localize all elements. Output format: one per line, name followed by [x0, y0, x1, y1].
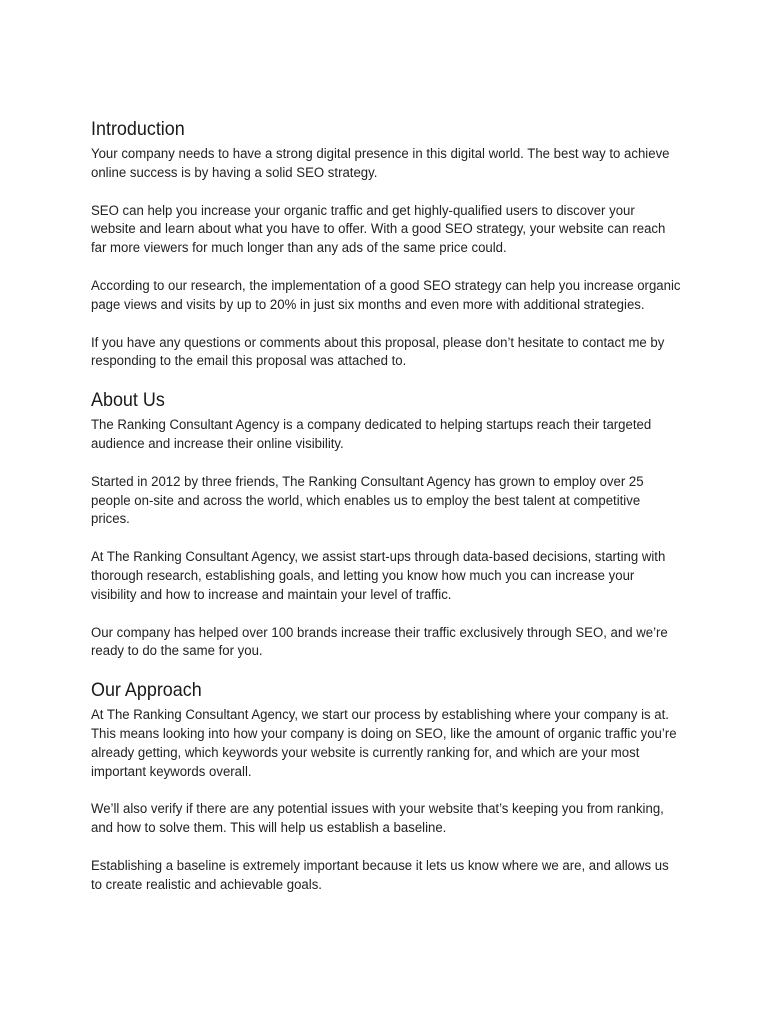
- paragraph: Your company needs to have a strong digital presence in this digital world. The best way to achieve online success is by having a solid SEO strategy.: [91, 146, 670, 180]
- paragraph: We’ll also verify if there are any potential issues with your website that’s keeping you from ranking, and how to solve them. This will help us establish a baseline.: [91, 801, 664, 836]
- paragraph: Establishing a baseline is extremely important because it lets us know where we are, and allows us to create realistic and achievable goals.: [91, 857, 669, 892]
- paragraph: If you have any questions or comments about this proposal, please don’t hesitate to contact me by responding to the email this proposal was attached to.: [91, 334, 665, 369]
- paragraph: The Ranking Consultant Agency is a company dedicated to helping startups reach their targeted audience and increase their online visibility.: [91, 417, 652, 451]
- paragraph: Started in 2012 by three friends, The Ranking Consultant Agency has grown to employ over 25 people on-site and across the world, which enables us to employ the best talent at competitive prices.: [91, 473, 644, 527]
- section-heading: Introduction: [91, 118, 185, 140]
- section-heading: Our Approach: [91, 679, 202, 702]
- section-introduction: [91, 116, 691, 371]
- paragraph: At The Ranking Consultant Agency, we start our process by establishing where your company is at. This means looking into how your company is doing on SEO, like the amount of organic traffic you’re already getting, which keywords your website is currently ranking for, and which are your most important keywords overall.: [91, 707, 677, 779]
- section-heading: About Us: [91, 389, 165, 412]
- section-our-approach: [91, 677, 691, 894]
- document-page: [91, 116, 691, 895]
- paragraph: SEO can help you increase your organic traffic and get highly-qualified users to discover your website and learn about what you have to offer. With a good SEO strategy, your website can reach far more viewers for much longer than any ads of the same price could.: [91, 202, 666, 256]
- paragraph: According to our research, the implementation of a good SEO strategy can help you increase organic page views and visits by up to 20% in just six months and even more with additional strategies.: [91, 277, 681, 312]
- section-about-us: [91, 387, 691, 661]
- paragraph: Our company has helped over 100 brands increase their traffic exclusively through SEO, and we’re ready to do the same for you.: [91, 624, 668, 659]
- paragraph: At The Ranking Consultant Agency, we assist start-ups through data-based decisions, starting with thorough research, establishing goals, and letting you know how much you can increase your visibility and how to increase and maintain your level of traffic.: [91, 549, 666, 602]
